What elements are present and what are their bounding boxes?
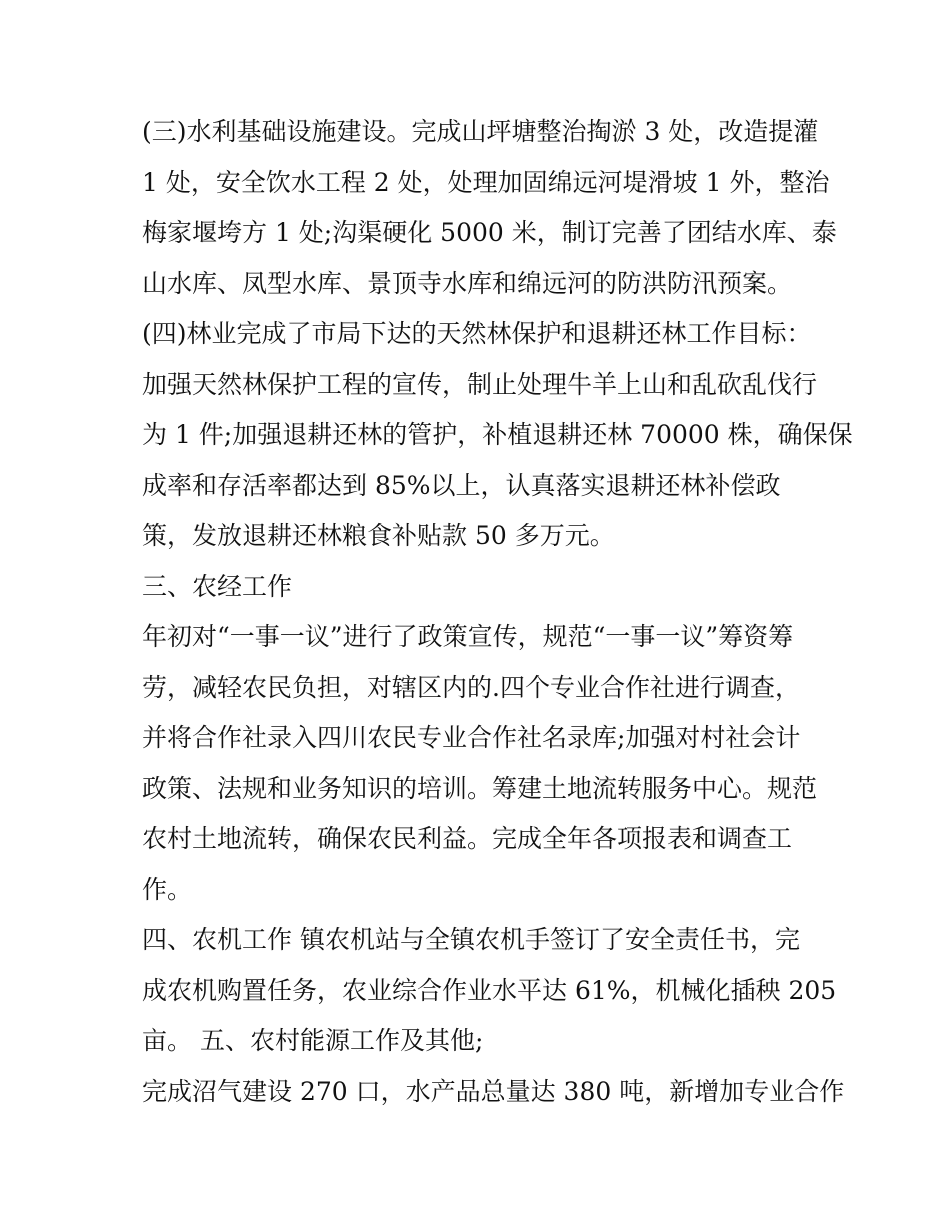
text-line: 成农机购置任务，农业综合作业水平达 61%，机械化插秧 205 (142, 975, 837, 1005)
text-line: 1 处，安全饮水工程 2 处，处理加固绵远河堤滑坡 1 外，整治 (142, 167, 830, 197)
text-line: 劳，减轻农民负担，对辖区内的.四个专业合作社进行调查， (142, 672, 800, 702)
text-line: 成率和存活率都达到 85%以上，认真落实退耕还林补偿政 (142, 470, 781, 500)
text-line: 策，发放退耕还林粮食补贴款 50 多万元。 (142, 521, 615, 550)
text-line: 梅家堰垮方 1 处;沟渠硬化 5000 米，制订完善了团结水库、泰 (142, 218, 837, 247)
text-line: 加强天然林保护工程的宣传，制止处理牛羊上山和乱砍乱伐行 (142, 369, 818, 399)
text-line: (四)林业完成了市局下达的天然林保护和退耕还林工作目标： (142, 319, 812, 348)
text-line: 并将合作社录入四川农民专业合作社名录库;加强对村社会计 (142, 723, 801, 752)
text-line: 完成沼气建设 270 口，水产品总量达 380 吨，新增加专业合作 (142, 1076, 845, 1106)
text-line: 亩。 五、农村能源工作及其他; (142, 1026, 484, 1055)
text-line: 年初对“一事一议”进行了政策宣传，规范“一事一议”筹资筹 (142, 622, 794, 651)
text-line: (三)水利基础设施建设。完成山坪塘整治掏淤 3 处，改造提灌 (142, 117, 819, 146)
text-line: 山水库、凤型水库、景顶寺水库和绵远河的防洪防汛预案。 (142, 268, 793, 298)
text-line: 作。 (142, 874, 193, 904)
text-line: 四、农机工作 镇农机站与全镇农机手签订了安全责任书，完 (142, 925, 800, 954)
section-heading: 三、农经工作 (142, 571, 293, 601)
text-line: 政策、法规和业务知识的培训。筹建土地流转服务中心。规范 (142, 773, 818, 803)
document-body (142, 107, 853, 1117)
text-line: 为 1 件;加强退耕还林的管护，补植退耕还林 70000 株，确保保 (142, 420, 853, 449)
text-line: 农村土地流转，确保农民利益。完成全年各项报表和调查工 (142, 824, 793, 853)
